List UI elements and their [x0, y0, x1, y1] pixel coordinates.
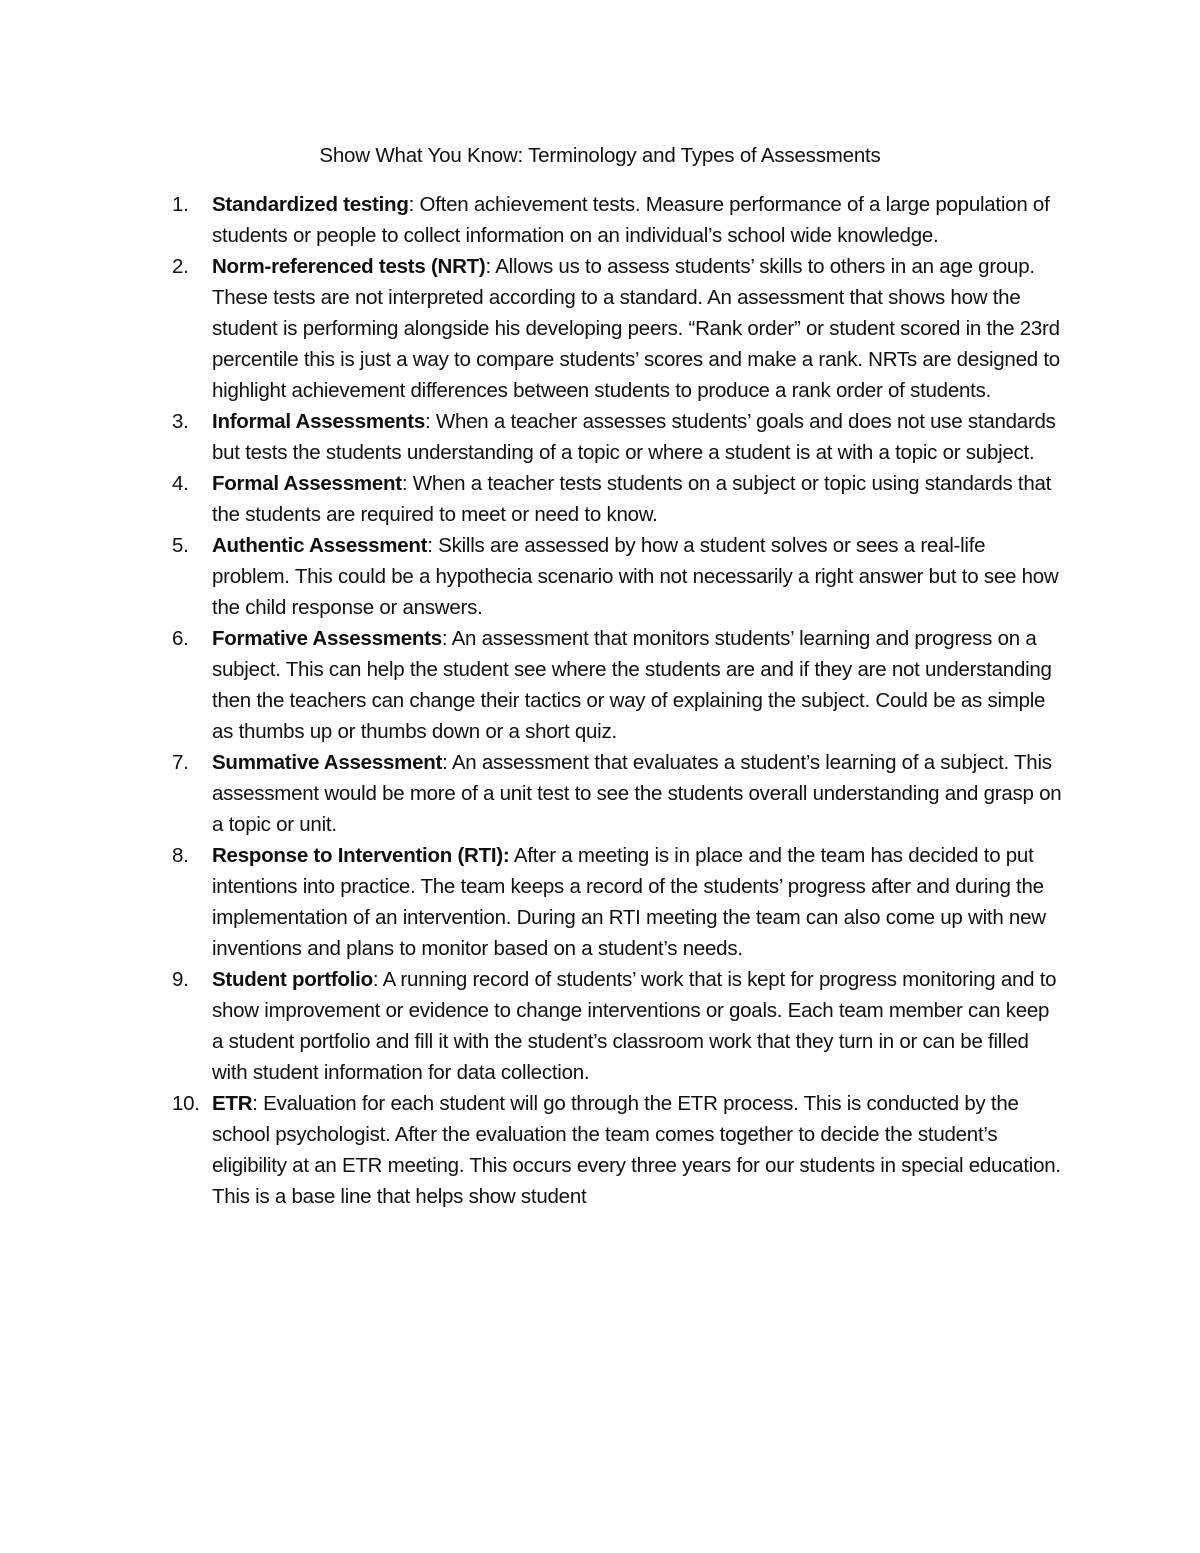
list-item: [172, 1088, 1062, 1212]
list-item: [172, 189, 1062, 251]
term-name: Formal Assessment: [212, 472, 402, 495]
list-item: [172, 468, 1062, 530]
list-item: [172, 623, 1062, 747]
term-separator: :: [427, 534, 439, 557]
item-number: 6.: [172, 627, 189, 650]
term-name: Summative Assessment: [212, 751, 443, 774]
term-name: Norm-referenced tests (NRT): [212, 255, 486, 278]
term-definition: Evaluation for each student will go through the ETR process. This is conducted by the school psychologist. After the evaluation the team comes together to decide the student’s eligibility at an ETR meeting. This occurs every three years for our students in special education. This is a base line that helps show student: [212, 1092, 1061, 1208]
term-definition: Allows us to assess students’ skills to others in an age group. These tests are not interpreted according to a standard. An assessment that shows how the student is performing alongside his developing peers. “Rank order” or student scored in the 23rd percentile this is just a way to compare students’ scores and make a rank. NRTs are designed to highlight achievement differences between students to produce a rank order of students.: [212, 255, 1060, 402]
term-name: Informal Assessments: [212, 410, 425, 433]
term-separator: :: [425, 410, 436, 433]
item-number: 2.: [172, 255, 189, 278]
page-title: Show What You Know: Terminology and Types of Assessments: [319, 144, 881, 167]
item-number: 9.: [172, 968, 189, 991]
term-name: Standardized testing: [212, 193, 409, 216]
term-separator: :: [441, 627, 452, 650]
term-name: Student portfolio: [212, 968, 373, 991]
list-item: [172, 406, 1062, 468]
term-definition: Often achievement tests. Measure performance of a large population of students or people to collect information on an individual’s school wide knowledge.: [212, 193, 1050, 247]
term-name: Response to Intervention (RTI):: [212, 844, 510, 867]
term-name: ETR: [212, 1092, 253, 1115]
term-separator: :: [408, 193, 420, 216]
term-separator: :: [372, 968, 383, 991]
term-separator: :: [252, 1092, 264, 1115]
list-item: [172, 747, 1062, 840]
list-item: [172, 840, 1062, 964]
list-item: [172, 964, 1062, 1088]
term-name: Authentic Assessment: [212, 534, 428, 557]
term-definition: An assessment that monitors students’ learning and progress on a subject. This can help the student see where the students are and if they are not understanding then the teachers can change their tactics or way of explaining the subject. Could be as simple as thumbs up or thumbs down or a short quiz.: [212, 627, 1052, 743]
item-number: 8.: [172, 844, 189, 867]
list-item: [172, 530, 1062, 623]
item-number: 5.: [172, 534, 189, 557]
term-definition: When a teacher assesses students’ goals and does not use standards but tests the students understanding of a topic or where a student is at with a topic or subject.: [212, 410, 1056, 464]
term-definition: Skills are assessed by how a student solves or sees a real-life problem. This could be a hypothecia scenario with not necessarily a right answer but to see how the child response or answers.: [212, 534, 1059, 619]
term-definition: A running record of students’ work that is kept for progress monitoring and to show improvement or evidence to change interventions or goals. Each team member can keep a student portfolio and fill it with the student’s classroom work that they turn in or can be filled with student information for data collection.: [212, 968, 1057, 1084]
item-number: 10.: [172, 1092, 200, 1115]
item-number: 3.: [172, 410, 189, 433]
list-item: [172, 251, 1062, 406]
term-separator: :: [442, 751, 452, 774]
term-definition: After a meeting is in place and the team has decided to put intentions into practice. The team keeps a record of the students’ progress after and during the implementation of an intervention. During an RTI meeting the team can also come up with new inventions and plans to monitor based on a student’s needs.: [212, 844, 1046, 960]
terminology-list: [172, 189, 1062, 1212]
term-separator: :: [485, 255, 496, 278]
item-number: 4.: [172, 472, 189, 495]
term-definition: When a teacher tests students on a subject or topic using standards that the students are required to meet or need to know.: [212, 472, 1052, 526]
term-separator: :: [401, 472, 413, 495]
item-number: 7.: [172, 751, 189, 774]
term-definition: An assessment that evaluates a student’s learning of a subject. This assessment would be more of a unit test to see the students overall understanding and grasp on a topic or unit.: [212, 751, 1062, 836]
item-number: 1.: [172, 193, 189, 216]
term-name: Formative Assessments: [212, 627, 442, 650]
